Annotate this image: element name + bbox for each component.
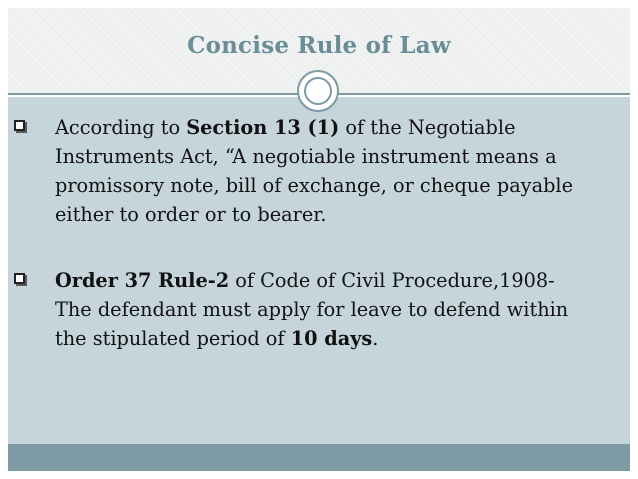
bullet-text-part: of the Negotiable Instruments Act, “A negotiable instrument means a promissory note, bill of exchange, or cheque payable either to order or to bearer. [55,116,573,226]
checkbox-bullet-icon [14,120,25,131]
bullet-text-part: According to [55,116,187,139]
bullet-text [55,113,575,229]
bullet-item [14,266,575,353]
bullet-bold-part: 10 days [290,327,373,350]
footer-band [8,444,630,471]
bullet-bold-part: Section 13 (1) [186,116,340,139]
bullet-bold-part: Order 37 Rule-2 [55,269,230,292]
bullet-item [14,113,575,229]
bullet-text-part: . [372,327,379,350]
slide-title: Concise Rule of Law [187,32,451,59]
bullet-text-part: of Code of Civil Procedure,1908-The defendant must apply for leave to defend within the stipulated period of [55,269,569,350]
checkbox-bullet-icon [14,273,25,284]
divider-inner-circle [304,77,332,105]
bullet-text [55,266,575,353]
divider-circle-icon [297,70,339,112]
